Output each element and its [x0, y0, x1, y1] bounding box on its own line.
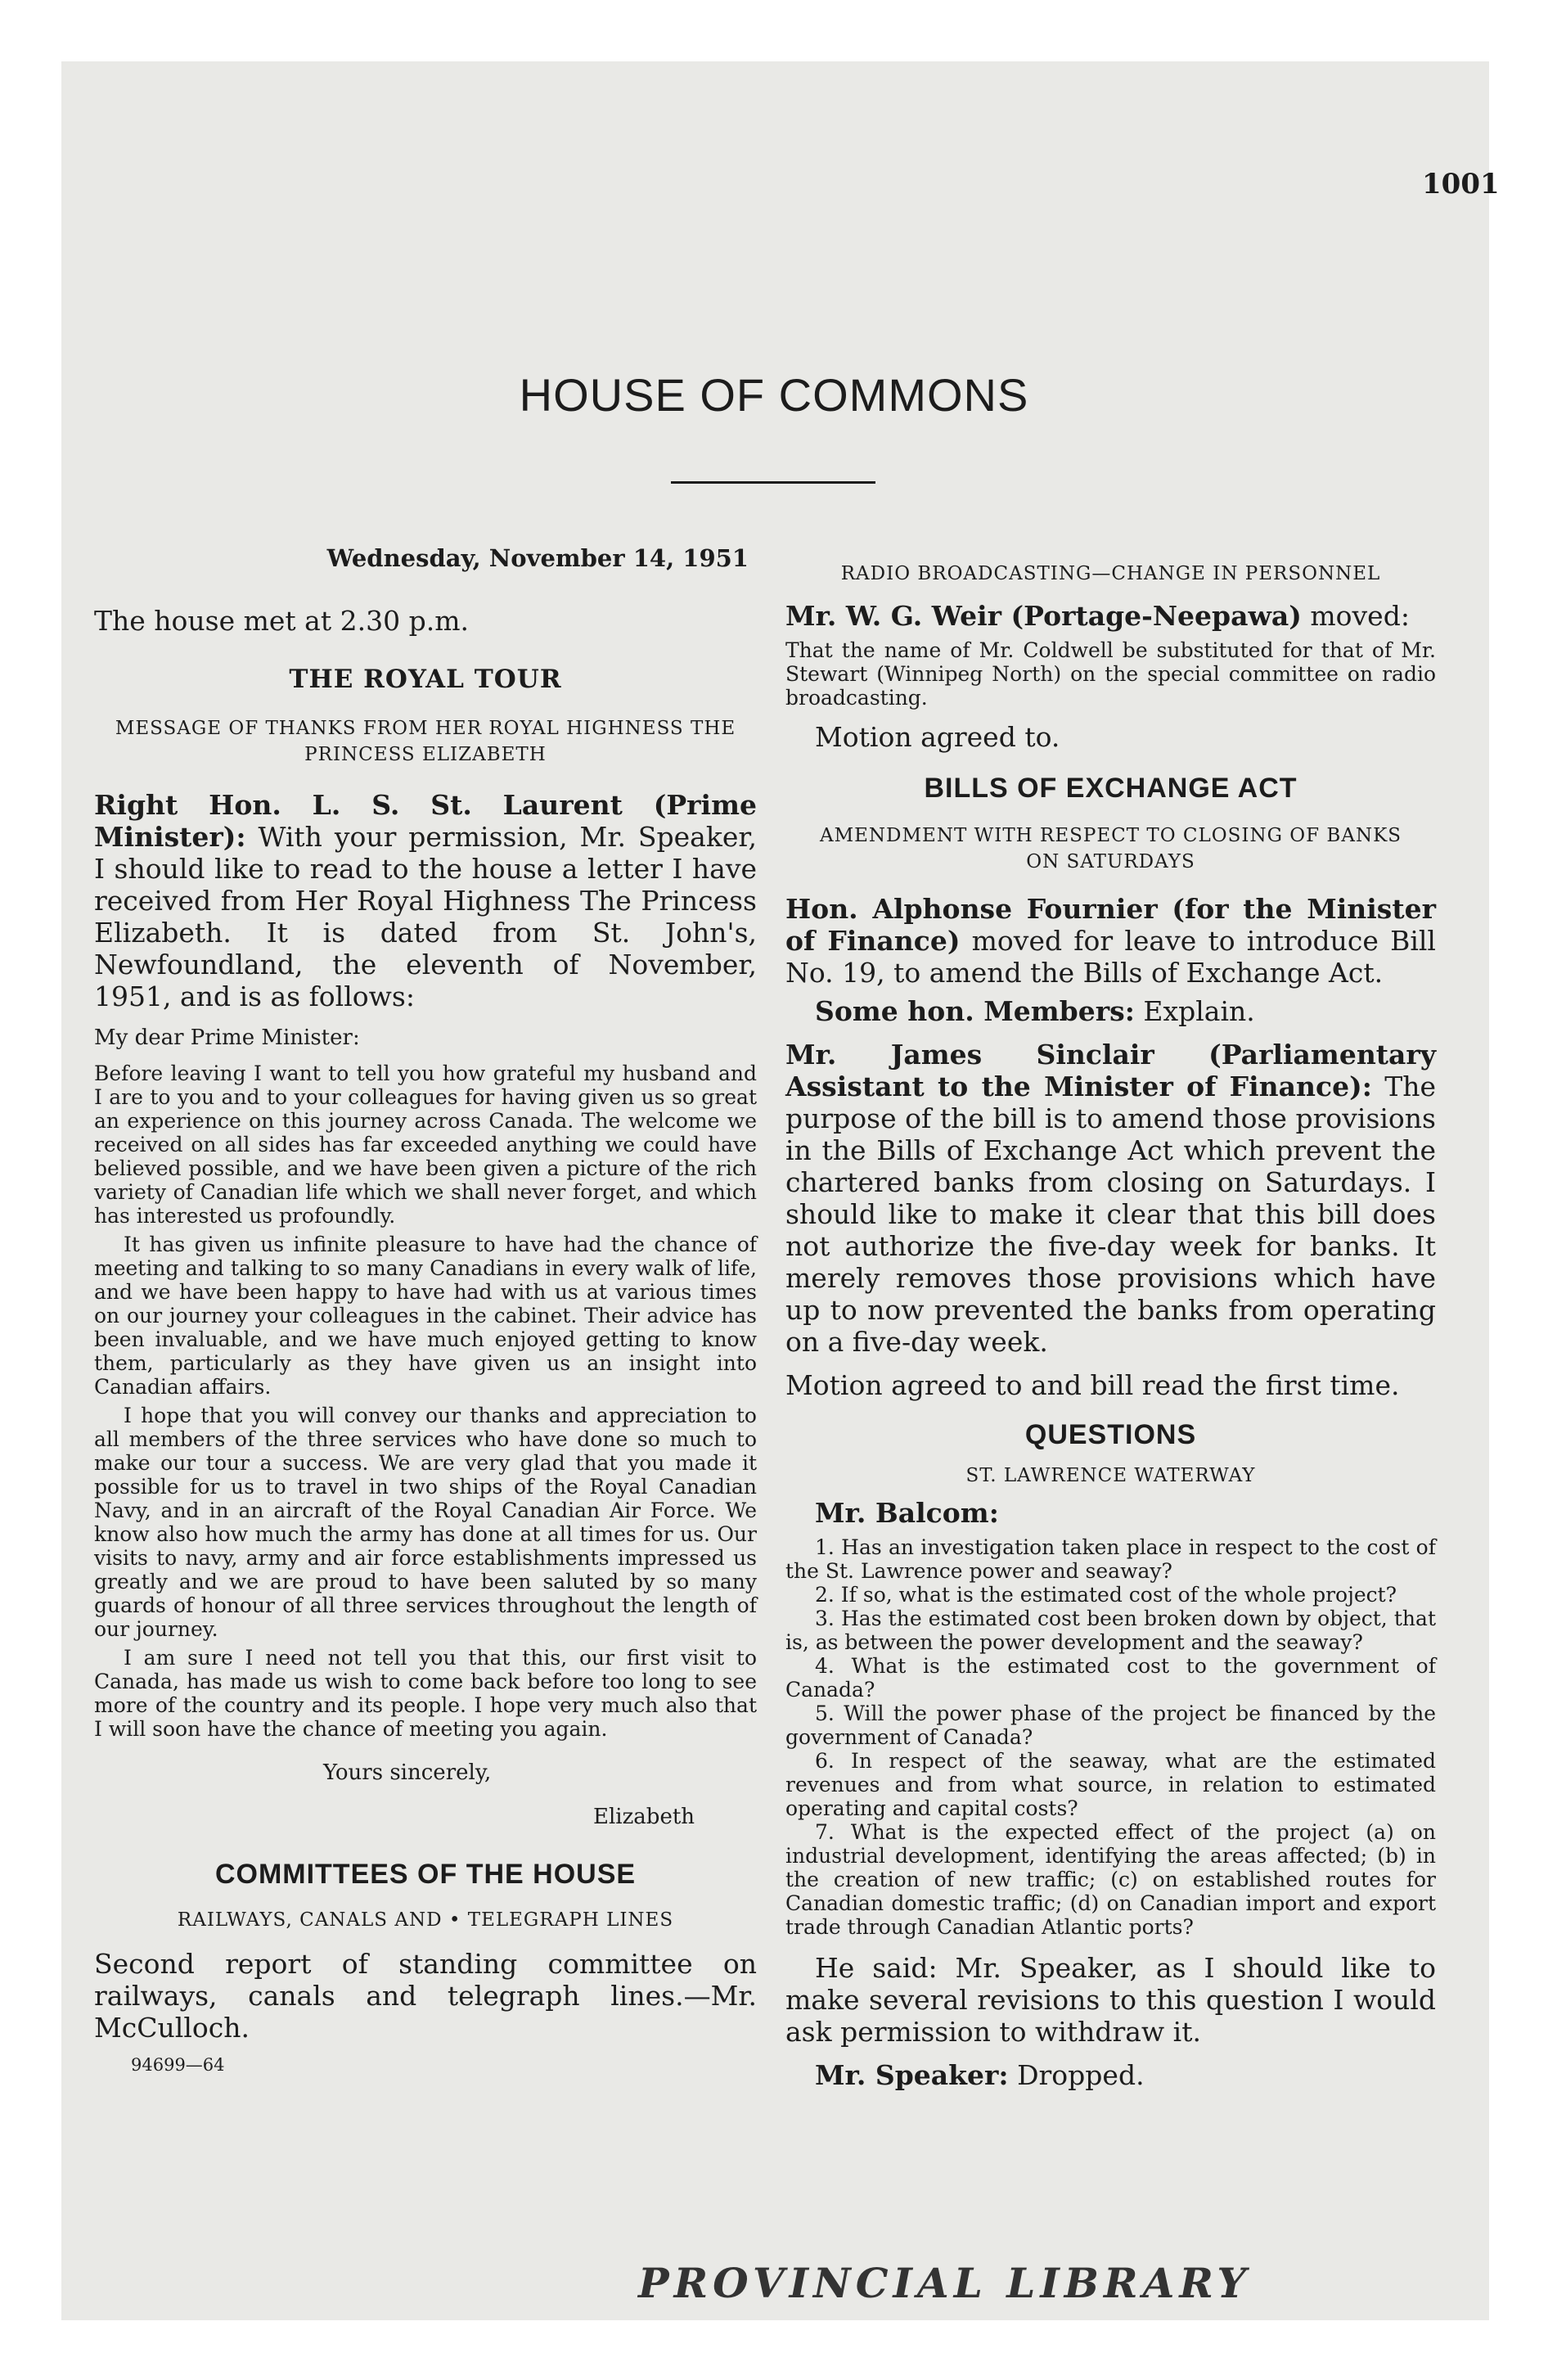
sinclair-speech: [785, 1039, 1436, 1358]
motion-agreed-2: Motion agreed to and bill read the first time.: [785, 1369, 1400, 1401]
speaker-balcom: Mr. Balcom:: [815, 1497, 999, 1529]
page-number: 1001: [1422, 168, 1500, 201]
speaker-fournier: Hon. Alphonse Fournier (for the Minister of Finance): [785, 893, 1436, 957]
speaker-speaker: Mr. Speaker:: [815, 2059, 1009, 2091]
letter-signature: Elizabeth: [593, 1805, 695, 1829]
masthead-title: HOUSE OF COMMONS: [519, 369, 1029, 421]
fournier-motion: [785, 893, 1436, 989]
question-item: 6. In respect of the seaway, what are the estimated revenues and from what source, in relation to estimated operating and capital costs?: [785, 1749, 1436, 1820]
question-item: 1. Has an investigation taken place in respect to the cost of the St. Lawrence power and seaway?: [785, 1535, 1436, 1583]
balcom-withdrawal: He said: Mr. Speaker, as I should like to make several revisions to this question I would ask permission to withdraw it.: [785, 1952, 1436, 2048]
sitting-date: Wednesday, November 14, 1951: [326, 544, 749, 572]
footer-code: 94699—64: [131, 2055, 225, 2075]
speaker-weir: Mr. W. G. Weir (Portage-Neepawa): [785, 600, 1302, 632]
royal-tour-heading: THE ROYAL TOUR: [289, 665, 562, 694]
letter-salutation: My dear Prime Minister:: [94, 1025, 360, 1050]
royal-tour-subheading: MESSAGE OF THANKS FROM HER ROYAL HIGHNESS THE PRINCESS ELIZABETH: [115, 718, 736, 765]
library-stamp: PROVINCIAL LIBRARY: [638, 2259, 1252, 2307]
bills-heading: BILLS OF EXCHANGE ACT: [924, 773, 1298, 804]
letter-paragraph-2: It has given us infinite pleasure to have had the chance of meeting and talking to so many Canadians in every walk of life, and we have been happy to have had with us at various times on our journey your colleagues in the cabinet. Their advice has been invaluable, and we have much enjoyed getting to know them, particularly as they have given us an insight into Canadian affairs.: [94, 1233, 757, 1399]
radio-heading: RADIO BROADCASTING—CHANGE IN PERSONNEL: [840, 563, 1381, 584]
right-column: [785, 544, 1436, 2091]
st-laurent-speech: [94, 789, 757, 1012]
speaker-ruling-text: Dropped.: [1017, 2059, 1145, 2091]
fournier-text: moved for leave to introduce Bill No. 19, to amend the Bills of Exchange Act.: [785, 925, 1436, 989]
question-item: 3. Has the estimated cost been broken down by object, that is, as between the power development and the seaway?: [785, 1607, 1436, 1654]
questions-heading: QUESTIONS: [1024, 1419, 1197, 1450]
speaker-ruling: [785, 2059, 1436, 2091]
left-column: [94, 544, 757, 2075]
weir-motion: [785, 600, 1436, 632]
committees-heading: COMMITTEES OF THE HOUSE: [214, 1859, 637, 1890]
members-interjection: [785, 995, 1436, 1027]
speaker-members: Some hon. Members:: [815, 995, 1135, 1027]
members-text: Explain.: [1143, 995, 1255, 1027]
speaker-st-laurent: Right Hon. L. S. St. Laurent (Prime Minister):: [94, 789, 757, 853]
motion-agreed-1: Motion agreed to.: [815, 721, 1060, 753]
opening-line: The house met at 2.30 p.m.: [94, 605, 469, 637]
bills-subheading: AMENDMENT WITH RESPECT TO CLOSING OF BANKS ON SATURDAYS: [819, 825, 1402, 872]
st-laurent-text: With your permission, Mr. Speaker, I should like to read to the house a letter I have received from Her Royal Highness The Princess Elizabeth. It is dated from St. John's, Newfoundland, the eleventh of November, 1951, and is as follows:: [94, 821, 757, 1012]
letter-paragraph-4: I am sure I need not tell you that this, our first visit to Canada, has made us wish to come back before too long to see more of the country and its people. I hope very much also that I will soon have the chance of meeting you again.: [94, 1646, 757, 1741]
sinclair-text: The purpose of the bill is to amend those provisions in the Bills of Exchange Act which prevent the chartered banks from closing on Saturdays. I should like to make it clear that this bill does not authorize the five-day week for banks. It merely removes those provisions which have up to now prevented the banks from operating on a five-day week.: [785, 1071, 1436, 1358]
question-item: 7. What is the expected effect of the project (a) on industrial development, identifying the areas affected; (b) in the creation of new traffic; (c) on established routes for Canadian domestic traffic; (d) on Canadian import and export trade through Canadian Atlantic ports?: [785, 1820, 1436, 1939]
balcom-label: [785, 1497, 1436, 1529]
questions-subheading: ST. LAWRENCE WATERWAY: [965, 1465, 1256, 1486]
letter-closing: Yours sincerely,: [323, 1760, 492, 1785]
letter-paragraph-1: Before leaving I want to tell you how grateful my husband and I are to you and to your colleagues for having given us so great an experience on this journey across Canada. The welcome we received on all sides has far exceeded anything we could have believed possible, and we have been given a picture of the rich variety of Canadian life which we shall never forget, and which has interested us profoundly.: [94, 1062, 757, 1228]
question-item: 4. What is the estimated cost to the government of Canada?: [785, 1654, 1436, 1702]
weir-motion-text: That the name of Mr. Coldwell be substituted for that of Mr. Stewart (Winnipeg North) on the special committee on radio broadcasting.: [785, 638, 1436, 710]
committees-report: Second report of standing committee on railways, canals and telegraph lines.—Mr. McCulloch.: [94, 1948, 757, 2044]
question-item: 2. If so, what is the estimated cost of the whole project?: [815, 1583, 1397, 1607]
weir-moved: moved:: [1310, 600, 1410, 632]
speaker-sinclair: Mr. James Sinclair (Parliamentary Assistant to the Minister of Finance):: [785, 1039, 1436, 1102]
committees-subheading: RAILWAYS, CANALS AND • TELEGRAPH LINES: [177, 1909, 674, 1931]
letter-paragraph-3: I hope that you will convey our thanks and appreciation to all members of the three services who have done so much to make our tour a success. We are very glad that you made it possible for us to travel in two ships of the Royal Canadian Navy, and in an aircraft of the Royal Canadian Air Force. We know also how much the army has done at all times for us. Our visits to navy, army and air force establishments impressed us greatly and we are proud to have been saluted by so many guards of honour of all three services throughout the length of our journey.: [94, 1404, 757, 1641]
masthead-rule: [671, 481, 875, 484]
question-item: 5. Will the power phase of the project be financed by the government of Canada?: [785, 1702, 1436, 1749]
